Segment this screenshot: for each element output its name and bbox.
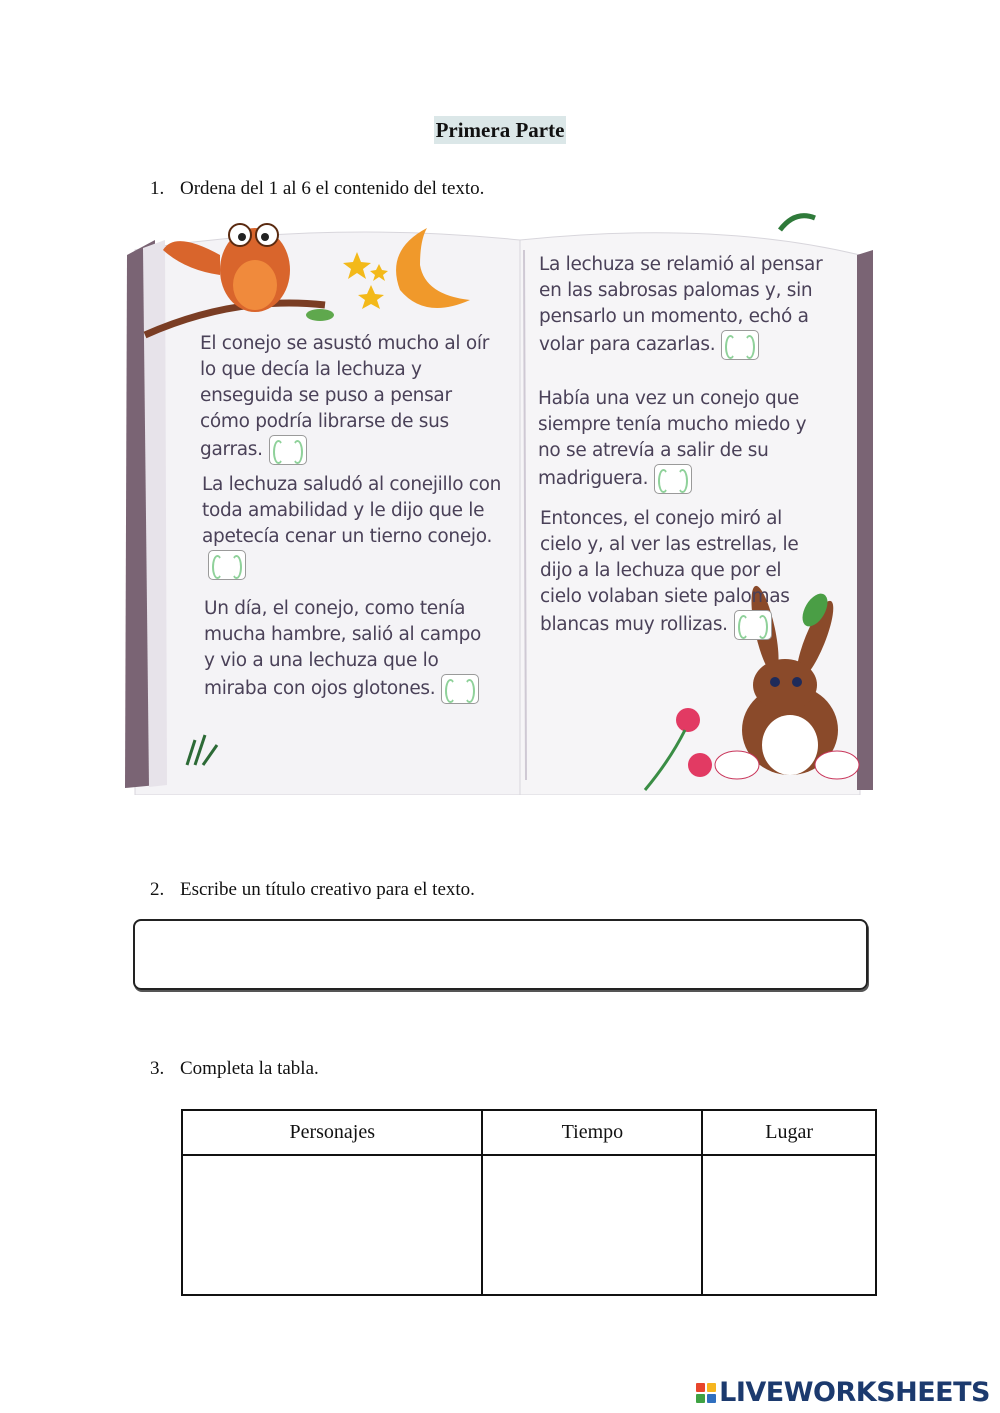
story-right-3-text: Entonces, el conejo miró al cielo y, al ver las estrellas, le dijo a la lechuza que por el cielo volaban siete palomas blancas muy rollizas.	[540, 508, 799, 635]
story-left-2-text: La lechuza saludó al conejillo con toda amabilidad y le dijo que le apetecía cenar un tierno conejo.	[202, 474, 502, 547]
liveworksheets-brand	[696, 1377, 990, 1408]
logo-square-2	[707, 1383, 716, 1392]
order-input-right-3[interactable]	[734, 610, 772, 640]
question-3	[150, 1058, 319, 1080]
table-row	[182, 1155, 876, 1295]
story-elements-table	[181, 1109, 877, 1296]
order-input-right-1[interactable]	[721, 330, 759, 360]
story-left-1-text: El conejo se asustó mucho al oír lo que decía la lechuza y enseguida se puso a pensar cómo podría librarse de sus garras.	[200, 333, 490, 460]
lugar-answer-cell[interactable]	[702, 1155, 876, 1295]
logo-square-3	[696, 1394, 705, 1403]
story-book-illustration	[125, 210, 875, 795]
section-title-wrap	[0, 118, 1000, 143]
question-2	[150, 879, 475, 901]
order-input-left-1[interactable]	[269, 435, 307, 465]
story-left-2	[202, 472, 512, 580]
logo-square-1	[696, 1383, 705, 1392]
section-title: Primera Parte	[435, 118, 565, 142]
story-right-2	[538, 386, 833, 494]
order-input-left-3[interactable]	[441, 674, 479, 704]
order-input-right-2[interactable]	[654, 464, 692, 494]
question-3-number: 3.	[150, 1058, 165, 1079]
table-header-tiempo: Tiempo	[482, 1110, 702, 1155]
title-answer-input[interactable]	[133, 919, 868, 990]
question-3-text: Completa la tabla.	[180, 1058, 319, 1079]
logo-square-4	[707, 1394, 716, 1403]
story-right-3	[540, 506, 825, 640]
personajes-answer-cell[interactable]	[182, 1155, 482, 1295]
story-right-1	[539, 252, 839, 360]
table-header-row	[182, 1110, 876, 1155]
order-input-left-2[interactable]	[208, 550, 246, 580]
tiempo-answer-cell[interactable]	[482, 1155, 702, 1295]
question-2-number: 2.	[150, 879, 165, 900]
story-left-3	[204, 596, 489, 704]
liveworksheets-logo-icon	[696, 1383, 716, 1403]
story-right-1-text: La lechuza se relamió al pensar en las sabrosas palomas y, sin pensarlo un momento, echó a volar para cazarlas.	[539, 254, 823, 355]
table-header-lugar: Lugar	[702, 1110, 876, 1155]
brand-name: LIVEWORKSHEETS	[719, 1377, 990, 1408]
story-right-2-text: Había una vez un conejo que siempre tenía mucho miedo y no se atrevía a salir de su madriguera.	[538, 388, 807, 489]
question-1-number: 1.	[150, 178, 165, 199]
story-left-3-text: Un día, el conejo, como tenía mucha hambre, salió al campo y vio a una lechuza que lo miraba con ojos glotones.	[204, 598, 482, 699]
question-1-text: Ordena del 1 al 6 el contenido del texto.	[180, 178, 485, 199]
question-2-text: Escribe un título creativo para el texto.	[180, 879, 475, 900]
table-header-personajes: Personajes	[182, 1110, 482, 1155]
question-1	[150, 178, 484, 200]
story-left-1	[200, 331, 500, 465]
